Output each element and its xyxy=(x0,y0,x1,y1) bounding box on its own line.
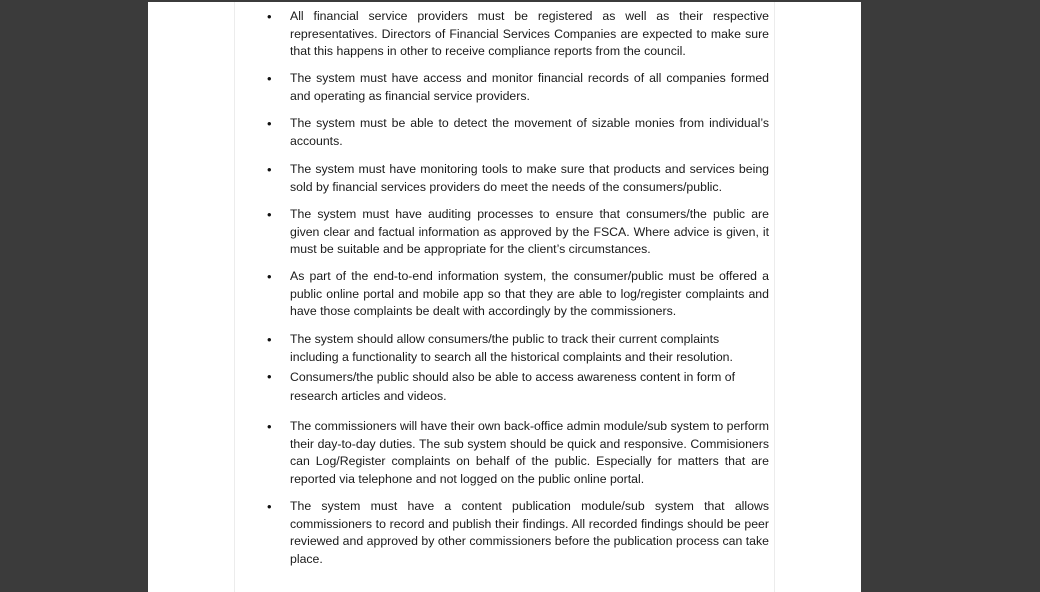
bullet-icon: • xyxy=(267,369,272,384)
list-item-text: All financial service providers must be registered as well as their respective representatives. Directors of Financial Services Companies are expected to make sure that this happens in other to receive compliance reports from the council. xyxy=(290,9,769,58)
bullet-icon: • xyxy=(267,207,272,222)
list-item-text: The system should allow consumers/the public to track their current complaints including a functionality to search all the historical complaints and their resolution. xyxy=(290,332,733,364)
column-guide-right xyxy=(774,2,775,592)
list-item-text: The system must have access and monitor financial records of all companies formed and operating as financial service providers. xyxy=(290,71,769,103)
list-item-text: Consumers/the public should also be able to access awareness content in form of research articles and videos. xyxy=(290,370,735,403)
list-item-text: The commissioners will have their own back-office admin module/sub system to perform their day-to-day duties. The sub system should be quick and responsive. Commisioners can Log/Register complaints on behalf of the public. Especially for matters that are reported via telephone and not logged on the public online portal. xyxy=(290,419,769,486)
list-item-text: The system must have monitoring tools to make sure that products and services being sold by financial services providers do meet the needs of the consumers/public. xyxy=(290,162,769,194)
bullet-icon: • xyxy=(267,116,272,131)
document-page xyxy=(148,2,861,592)
bullet-icon: • xyxy=(267,162,272,177)
list-item-text: As part of the end-to-end information system, the consumer/public must be offered a public online portal and mobile app so that they are able to log/register complaints and have those complaints be dealt with accordingly by the commissioners. xyxy=(290,269,769,318)
list-item-text: The system must be able to detect the movement of sizable monies from individual’s accounts. xyxy=(290,116,769,148)
bullet-icon: • xyxy=(267,499,272,514)
bullet-icon: • xyxy=(267,269,272,284)
bullet-icon: • xyxy=(267,71,272,86)
list-item-text: The system must have auditing processes to ensure that consumers/the public are given clear and factual information as approved by the FSCA. Where advice is given, it must be suitable and be appropriate for the client’s circumstances. xyxy=(290,207,769,256)
bullet-icon: • xyxy=(267,332,272,347)
column-guide-left xyxy=(234,2,235,592)
bullet-icon: • xyxy=(267,419,272,434)
bullet-icon: • xyxy=(267,9,272,24)
list-item-text: The system must have a content publication module/sub system that allows commissioners to record and publish their findings. All recorded findings should be peer reviewed and approved by other commissioners before the publication process can take place. xyxy=(290,499,769,566)
